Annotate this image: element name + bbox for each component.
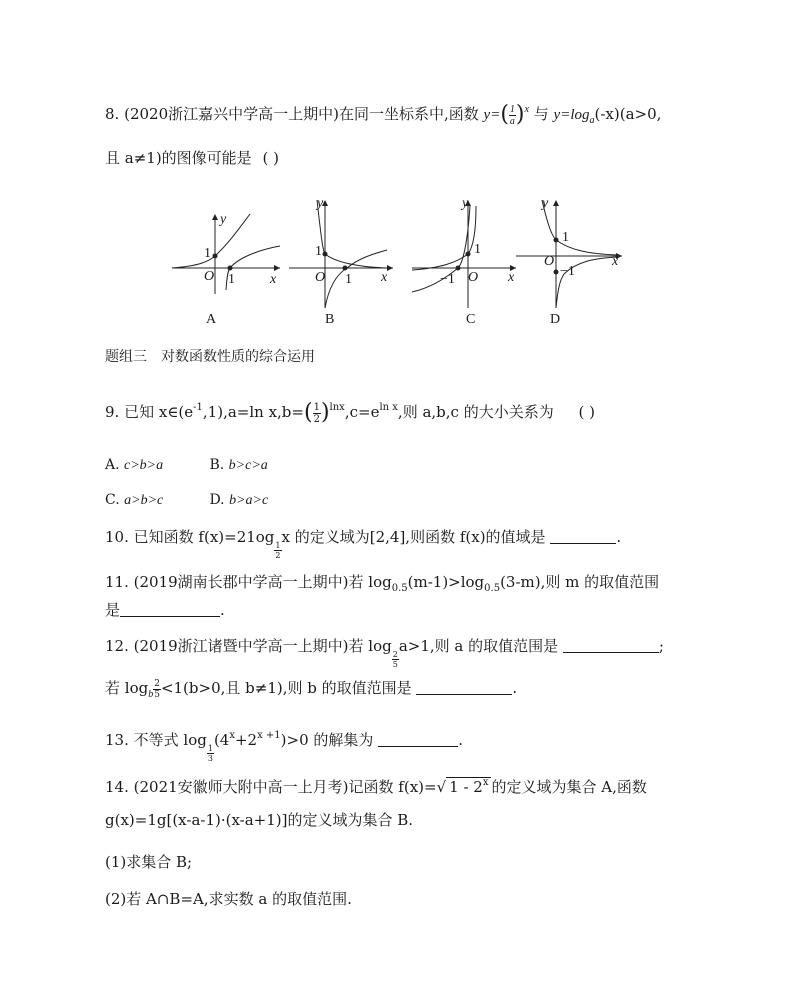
- q13-base: $\frac{1}{3}$: [207, 744, 213, 763]
- q13-answer-blank[interactable]: [378, 732, 458, 747]
- q9-line: 9. 已知 $x\in(e^{-1},1),a=\ln$ x,b=( $\frac{1}{2}$ )$^{lnx},c=e^{ln x}$,则 a,b,c 的大小关系为 ( ): [105, 400, 595, 425]
- q13-number: 13.: [105, 731, 129, 749]
- q8-source: (2020浙江嘉兴中学高一上期中): [124, 105, 339, 123]
- q9-options-row1: [105, 455, 268, 476]
- q12-base: $\frac{2}{5}$: [392, 650, 398, 669]
- graph-a-label: A: [206, 312, 217, 327]
- q12-line1: 12. (2019浙江诸暨中学高一上期中)若 log $\frac{2}{5}$ a>1,则 a 的取值范围是 ;: [105, 637, 664, 669]
- q10-answer-blank[interactable]: [550, 529, 616, 544]
- q12-fraction: $\frac{2}{5}$: [154, 678, 160, 700]
- q9-option-c: C. a>b>c: [105, 492, 164, 508]
- graph-c: y 1 O −1 x C: [410, 196, 520, 311]
- section-heading: 题组三 对数函数性质的综合运用: [105, 349, 315, 365]
- graph-d-svg: [514, 196, 626, 311]
- graph-b-svg: [287, 196, 397, 311]
- q9-answer-paren: ( ): [578, 403, 595, 421]
- q11-number: 11.: [105, 573, 129, 591]
- q8-line1: 8. (2020浙江嘉兴中学高一上期中)在同一坐标系中,函数 y=( $\frac{1}{a}$ )$^x$ 与 $y=\log_a(-x)(a>0$,: [105, 102, 662, 127]
- q11-answer-blank[interactable]: [120, 602, 220, 617]
- q8-yeq: y=: [483, 107, 501, 123]
- q11-line2: 是 .: [105, 601, 225, 619]
- graph-b-label: B: [325, 312, 335, 327]
- graph-c-svg: [410, 196, 520, 311]
- q8-log-base: a: [589, 115, 595, 126]
- q12-answer-blank-2[interactable]: [416, 680, 512, 695]
- q8-log: y=log: [553, 107, 590, 123]
- q9-number: 9.: [105, 403, 120, 421]
- q10-line: 10. 已知函数 f(x)=21og $\frac{1}{2}$ x 的定义域为[2,4],则函数 f(x)的值域是 .: [105, 528, 622, 560]
- graph-d-label: D: [550, 312, 561, 327]
- q14-line1: 14. (2021安徽师大附中高一上月考)记函数 f(x)=√ 1 - 2$^x$ 的定义域为集合 A,函数: [105, 777, 647, 796]
- q14-line2: g(x)=1g[(x-a-1)·(x-a+1)]的定义域为集合 B.: [105, 811, 414, 829]
- q11-line1: 11. (2019湖南长郡中学高一上期中)若 $\log_{0.5}(m-1)>\log_{0.5}(3-m)$,则 m 的取值范围: [105, 573, 660, 594]
- q14-sqrt: 1 - 2$^x$: [446, 777, 491, 796]
- q14-part2: (2)若 A∩B=A,求实数 a 的取值范围.: [105, 890, 352, 908]
- q10-base: $\frac{1}{2}$: [275, 541, 281, 560]
- graph-c-label: C: [466, 312, 476, 327]
- q9-option-d: D. b>a>c: [209, 492, 269, 508]
- q8-log-arg: (-x)(a>0,: [594, 105, 662, 123]
- q8-text1: 在同一坐标系中,函数: [338, 105, 479, 123]
- q8-fraction: $\frac{1}{a}$: [509, 103, 515, 127]
- q9-fraction: $\frac{1}{2}$: [313, 401, 320, 425]
- q10-number: 10.: [105, 528, 129, 546]
- q12-answer-blank-1[interactable]: [563, 638, 659, 653]
- q8-line2-text: 且 a≠1)的图像可能是: [105, 149, 252, 167]
- q8-and: 与: [533, 105, 549, 123]
- q9-options-row2: [105, 490, 268, 511]
- q12-line2: 若 $\log_b$ $\frac{2}{5}$ <1(b>0,且 b≠1),则 b 的取值范围是 .: [105, 678, 518, 700]
- q8-exponent: x: [524, 104, 529, 115]
- q8-number: 8.: [105, 105, 120, 123]
- q8-line2: [105, 148, 279, 168]
- q9-option-b: B. b>c>a: [209, 457, 268, 473]
- q13-line: 13. 不等式 log $\frac{1}{3}$ $(4^x+2^{x +1})>0$ 的解集为 .: [105, 730, 463, 763]
- graph-b: y 1 O 1 x B: [287, 196, 397, 311]
- q14-part1: (1)求集合 B;: [105, 853, 193, 871]
- graph-d: y 1 O −1 x D: [514, 196, 626, 311]
- q8-answer-paren: ( ): [262, 149, 279, 167]
- q14-number: 14.: [105, 778, 129, 796]
- graph-a: y 1 O 1 x A: [168, 210, 283, 295]
- q12-number: 12.: [105, 637, 129, 655]
- q9-option-a: A. c>b>a: [105, 457, 164, 473]
